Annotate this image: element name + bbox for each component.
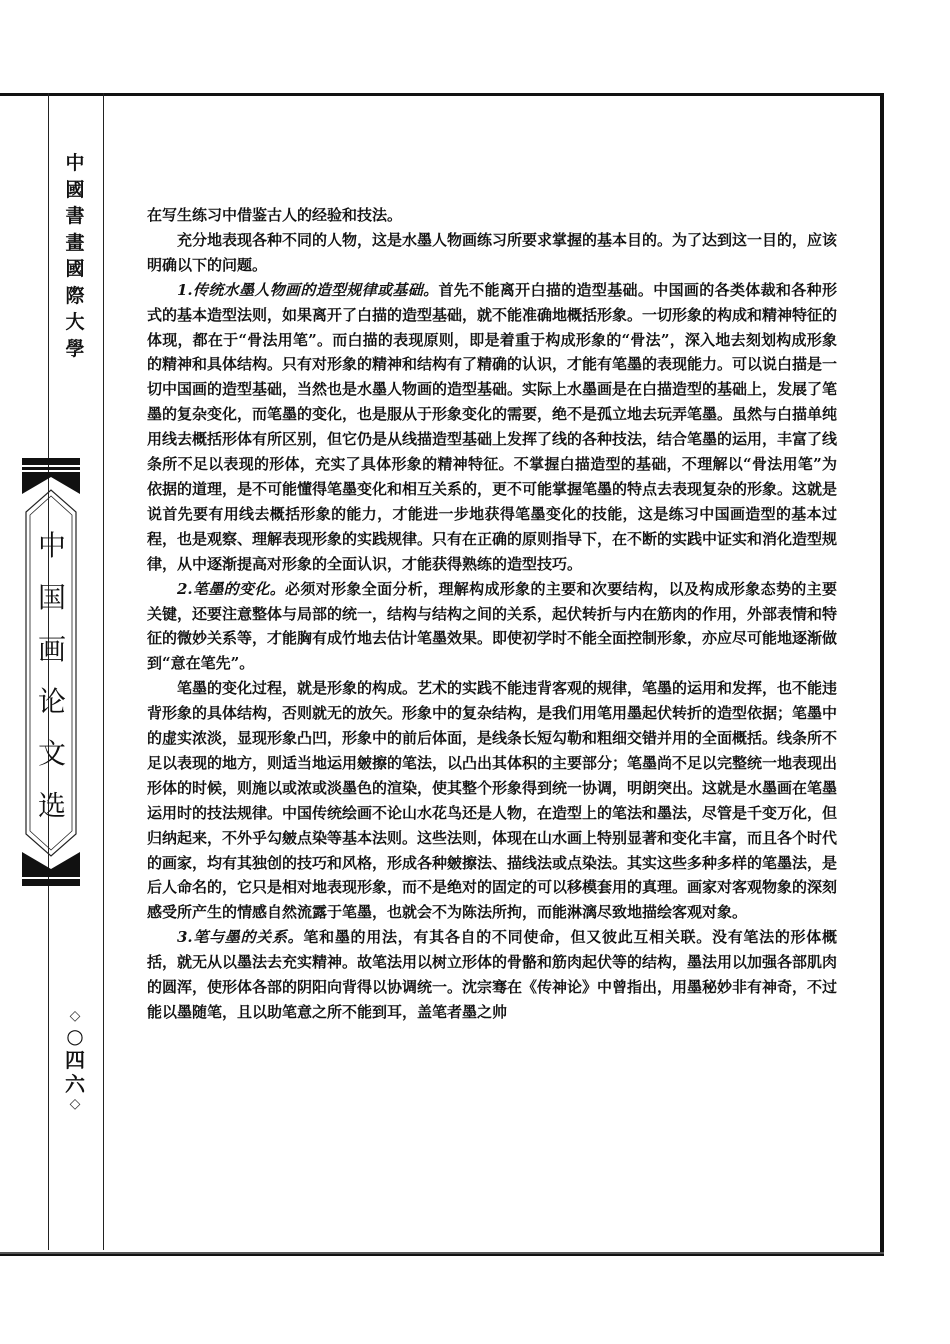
title-char: 國 xyxy=(65,258,85,280)
page-number-char: 六 xyxy=(65,1072,85,1096)
paragraph xyxy=(147,278,837,577)
title-char: 畫 xyxy=(65,231,85,254)
ornament-bar-bottom-thin xyxy=(22,874,80,877)
diamond-ornament: ◇ xyxy=(69,1096,81,1112)
frame-shadow xyxy=(0,1252,884,1254)
page-number-char: ○ xyxy=(66,1024,84,1048)
book-title-char: 论 xyxy=(37,685,66,718)
book-title-char: 中 xyxy=(37,529,66,562)
body-text xyxy=(147,203,837,1025)
paragraph xyxy=(147,925,837,1025)
margin-rule-right xyxy=(103,93,104,1250)
section-heading: 3.笔与墨的关系。 xyxy=(177,928,304,947)
paragraph xyxy=(147,203,837,228)
paragraph-text: 充分地表现各种不同的人物，这是水墨人物画练习所要求掌握的基本目的。为了达到这一目的，应该明确以下的问题。 xyxy=(147,230,838,274)
paragraph-text: 必须对形象全面分析，理解构成形象的主要和次要结构，以及构成形象态势的主要关键，还要注意整体与局部的统一，结构与结构之间的关系，起伏转折与内在筋肉的作用，外部表情和特征的微妙关系等，才能胸有成竹地去估计笔墨效果。即使初学时不能全面控制形象，亦应尽可能地逐渐做到“意在笔先”。 xyxy=(147,579,838,673)
paragraph xyxy=(147,228,837,278)
section-heading: 1.传统水墨人物画的造型规律或基础。 xyxy=(177,280,439,299)
book-title xyxy=(28,520,76,832)
title-char: 書 xyxy=(65,205,85,227)
title-char: 學 xyxy=(65,337,85,360)
paragraph xyxy=(147,676,837,925)
title-char: 國 xyxy=(65,178,85,201)
book-title-char: 选 xyxy=(37,789,66,822)
university-title xyxy=(60,150,90,362)
book-title-char: 国 xyxy=(37,581,66,614)
paragraph xyxy=(147,577,837,677)
ornament-bar-bottom xyxy=(22,879,80,886)
paragraph-text: 笔墨的变化过程，就是形象的构成。艺术的实践不能违背客观的规律，笔墨的运用和发挥，也不能违背形象的具体结构，否则就无的放矢。形象中的复杂结构，是我们用笔用墨起伏转折的造型依据；笔墨中的虚实浓淡，显现形象凸凹，形象中的前后体面，是线条长短勾勒和粗细交错并用的全面概括。线条所不足以表现的地方，则适当地运用皴擦的笔法，以凸出其体积的主要部分；笔墨尚不足以完整统一地表现出形体的时候，则施以或浓或淡墨色的渲染，使其整个形象得到统一协调，明朗突出。这就是水墨画在笔墨运用时的技法规律。中国传统绘画不论山水花鸟还是人物，在造型上的笔法和墨法，尽管是千变万化，但归纳起来，不外乎勾皴点染等基本法则。这些法则，体现在山水画上特别显著和变化丰富，而且各个时代的画家，均有其独创的技巧和风格，形成各种皴擦法、描线法或点染法。其实这些多种多样的笔墨法，是后人命名的，它只是相对地表现形象，而不是绝对的固定的可以移模套用的真理。画家对客观物象的深刻感受所产生的情感自然流露于笔墨，也就会不为陈法所拘，而能淋漓尽致地描绘客观对象。 xyxy=(147,679,838,922)
paragraph-text: 笔和墨的用法，有其各自的不同使命，但又彼此互相关联。没有笔法的形体概括，就无从以墨法去充实精神。故笔法用以树立形体的骨骼和筋肉起伏等的结构，墨法用以加强各部肌肉的圆浑，使形体各部的阴阳向背得以协调统一。沈宗骞在《传神论》中曾指出，用墨秘妙非有神奇，不过能以墨随笔，且以助笔意之所不能到耳，盖笔者墨之帅 xyxy=(147,928,838,1021)
ornament-bar-top-thin xyxy=(22,467,80,470)
title-char: 大 xyxy=(65,311,85,333)
section-heading: 2.笔墨的变化。 xyxy=(177,579,286,598)
page-number xyxy=(60,1008,90,1112)
book-title-char: 文 xyxy=(37,737,66,770)
diamond-ornament: ◇ xyxy=(69,1008,81,1024)
ornament-bar-top xyxy=(22,458,80,465)
paragraph-text: 在写生练习中借鉴古人的经验和技法。 xyxy=(147,206,403,224)
page-number-char: 四 xyxy=(65,1048,85,1072)
paragraph-text: 首先不能离开白描的造型基础。中国画的各类体裁和各种形式的基本造型法则，如果离开了白描的造型基础，就不能准确地概括形象。一切形象的构成和精神特征的体现，都在于“骨法用笔”。而白描的表现原则，即是着重于构成形象的“骨法”，深入地去刻划构成形象的精神和具体结构。只有对形象的精神和结构有了精确的认识，才能有笔墨的表现能力。可以说白描是一切中国画的造型基础，当然也是水墨人物画的造型基础。实际上水墨画是在白描造型的基础上，发展了笔墨的复杂变化，而笔墨的变化，也是服从于形象变化的需要，绝不是孤立地去玩弄笔墨。虽然与白描单纯用线去概括形体有所区别，但它仍是从线描造型基础上发挥了线的各种技法，结合笔墨的运用，丰富了线条所不足以表现的形体，充实了具体形象的精神特征。不掌握白描造型的基础，不理解以“骨法用笔”为依据的道理，是不可能懂得笔墨变化和相互关系的，更不可能掌握笔墨的特点去表现复杂的形象。这就是说首先要有用线去概括形象的能力，才能进一步地获得笔墨变化的技能，这是练习中国画造型的基本过程，也是观察、理解表现形象的实践规律。只有在正确的原则指导下，在不断的实践中证实和消化造型规律，从中逐渐提高对形象的全面认识，才能获得熟练的造型技巧。 xyxy=(147,280,838,573)
book-title-char: 画 xyxy=(37,633,66,666)
title-char: 際 xyxy=(65,284,85,307)
title-char: 中 xyxy=(65,152,85,174)
